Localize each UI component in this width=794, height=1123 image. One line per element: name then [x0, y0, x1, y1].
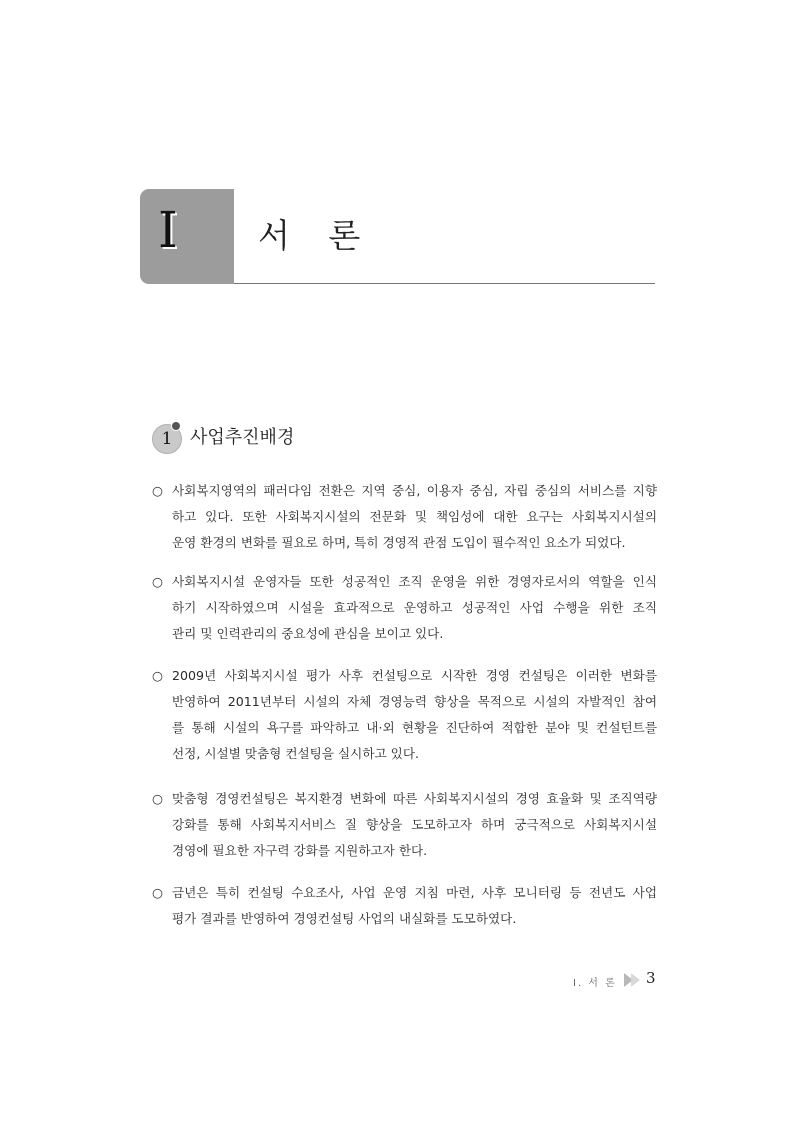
page-number: 3: [646, 969, 656, 987]
circle-bullet-icon: ○: [152, 668, 163, 683]
chapter-title: 서 론: [258, 216, 375, 255]
paragraph-line: 사회복지시설 운영자들 또한 성공적인 조직 운영을 위한 경영자로서의 역할을 인식: [172, 574, 657, 589]
page-footer: [573, 966, 658, 996]
paragraph-line: 를 통해 시설의 욕구를 파악하고 내·외 현황을 진단하여 적합한 분야 및 컨설턴트를: [172, 720, 657, 735]
paragraph-line: 맞춤형 경영컨설팅은 복지환경 변화에 따른 사회복지시설의 경영 효율화 및 조직역량: [172, 791, 657, 806]
footer-chapter-label: Ⅰ. 서 론: [573, 978, 617, 989]
circle-bullet-icon: ○: [152, 885, 163, 900]
paragraph-line: 운영 환경의 변화를 필요로 하며, 특히 경영적 관점 도입이 필수적인 요소가 되었다.: [172, 535, 626, 550]
section-number-badge: 1: [152, 424, 182, 454]
chapter-tab: [140, 189, 234, 284]
paragraph-4: [152, 786, 657, 864]
paragraph-3: [152, 663, 657, 767]
paragraph-2: [152, 569, 657, 647]
paragraph-line: 사회복지영역의 패러다임 전환은 지역 중심, 이용자 중심, 자립 중심의 서비스를 지향: [172, 483, 657, 498]
paragraph-line: 경영에 필요한 자구력 강화를 지원하고자 한다.: [172, 843, 428, 858]
chapter-numeral: Ⅰ: [158, 201, 178, 259]
paragraph-line: 하고 있다. 또한 사회복지시설의 전문화 및 책임성에 대한 요구는 사회복지시설의: [172, 509, 657, 524]
section-title: 사업추진배경: [190, 427, 295, 448]
paragraph-line: 2009년 사회복지시설 평가 사후 컨설팅으로 시작한 경영 컨설팅은 이러한 변화를: [172, 668, 657, 683]
paragraph-line: 관리 및 인력관리의 중요성에 관심을 보이고 있다.: [172, 626, 444, 641]
circle-bullet-icon: ○: [152, 574, 163, 589]
paragraph-line: 선정, 시설별 맞춤형 컨설팅을 실시하고 있다.: [172, 746, 420, 761]
bullet-dot-icon: [171, 421, 181, 431]
circle-bullet-icon: ○: [152, 483, 163, 498]
paragraph-1: [152, 478, 657, 556]
circle-bullet-icon: ○: [152, 791, 163, 806]
chapter-divider: [234, 283, 655, 284]
paragraph-line: 하기 시작하였으며 시설을 효과적으로 운영하고 성공적인 사업 수행을 위한 조직: [172, 600, 657, 615]
arrow-right-icon: [631, 973, 640, 987]
paragraph-line: 평가 결과를 반영하여 경영컨설팅 사업의 내실화를 도모하였다.: [172, 911, 517, 926]
paragraph-line: 강화를 통해 사회복지서비스 질 향상을 도모하고자 하며 궁극적으로 사회복지시설: [172, 817, 657, 832]
paragraph-line: 반영하여 2011년부터 시설의 자체 경영능력 향상을 목적으로 시설의 자발적인 참여: [172, 694, 657, 709]
paragraph-5: [152, 880, 657, 932]
paragraph-line: 금년은 특히 컨설팅 수요조사, 사업 운영 지침 마련, 사후 모니터링 등 전년도 사업: [172, 885, 657, 900]
